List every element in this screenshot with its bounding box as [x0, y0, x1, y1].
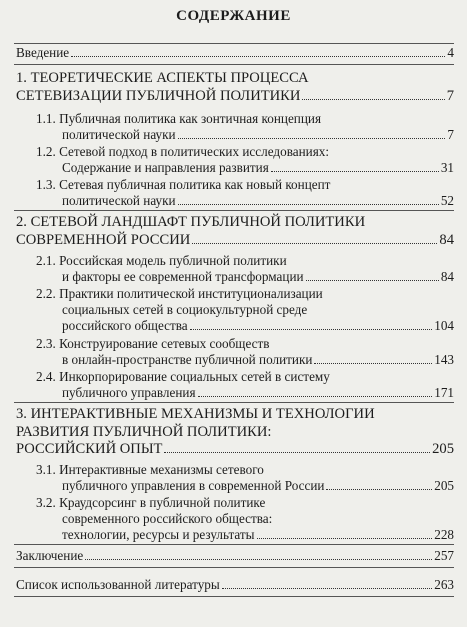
toc-entry-title: Введение	[16, 45, 70, 60]
toc-entry-page: 7	[447, 127, 454, 142]
toc-entry-title: публичного управления	[62, 385, 196, 400]
toc-entry	[16, 577, 454, 592]
dot-leader	[198, 396, 433, 397]
toc-entry-title: РАЗВИТИЯ ПУБЛИЧНОЙ ПОЛИТИКИ:	[16, 424, 272, 440]
divider	[14, 64, 454, 65]
toc-entry	[36, 336, 454, 351]
toc-entry	[16, 70, 454, 86]
toc-entry	[16, 214, 454, 230]
toc-entry	[36, 253, 454, 268]
toc-entry-continuation	[62, 302, 454, 317]
toc-entry-continuation	[62, 527, 454, 542]
toc-entry-continuation	[62, 478, 454, 493]
toc-entry-title: СОВРЕМЕННОЙ РОССИИ	[16, 232, 191, 248]
toc-entry-title: и факторы ее современной трансформации	[62, 269, 304, 284]
dot-leader	[192, 243, 437, 244]
toc-entry-continuation	[62, 127, 454, 142]
toc-entry-title: 2.4. Инкорпорирование социальных сетей в систему	[36, 369, 330, 384]
toc-entry-title: политической науки	[62, 127, 176, 142]
toc-entry-page: 52	[440, 193, 454, 208]
toc-entry-title: в онлайн-пространстве публичной политики	[62, 352, 313, 367]
toc-entry-title: 2.3. Конструирование сетевых сообществ	[36, 336, 270, 351]
toc-entry-title: 1.3. Сетевая публичная политика как новый концепт	[36, 177, 331, 192]
divider	[14, 210, 454, 211]
toc-entry-page: 84	[440, 269, 454, 284]
toc-entry	[36, 369, 454, 384]
dot-leader	[326, 489, 432, 490]
toc-entry	[16, 45, 454, 60]
divider	[14, 402, 454, 403]
toc-entry-title: 2. СЕТЕВОЙ ЛАНДШАФТ ПУБЛИЧНОЙ ПОЛИТИКИ	[16, 214, 366, 230]
toc-entry-continuation	[62, 160, 454, 175]
toc-entry-continuation	[16, 88, 454, 104]
toc-entry-continuation	[62, 318, 454, 333]
dot-leader	[164, 452, 430, 453]
toc-entry-continuation	[62, 511, 454, 526]
toc-entry-title: российского общества	[62, 318, 188, 333]
dot-leader	[271, 171, 439, 172]
toc-entry-page: 4	[447, 45, 454, 60]
toc-entry-title: 1.1. Публичная политика как зонтичная концепция	[36, 111, 322, 126]
toc-entry-title: Заключение	[16, 548, 84, 563]
divider	[14, 567, 454, 568]
toc-entry-page: 104	[434, 318, 454, 333]
toc-entry-continuation	[62, 352, 454, 367]
toc-entry-title: социальных сетей в социокультурной среде	[62, 302, 308, 317]
divider	[14, 544, 454, 545]
toc-entry-continuation	[16, 441, 454, 457]
toc-entry-title: Список использованной литературы	[16, 577, 220, 592]
toc-entry	[36, 111, 454, 126]
page-title: СОДЕРЖАНИЕ	[176, 8, 291, 24]
toc-entry-continuation	[62, 193, 454, 208]
toc-entry-page: 143	[434, 352, 454, 367]
toc-entry	[36, 286, 454, 301]
dot-leader	[71, 56, 445, 57]
dot-leader	[190, 329, 433, 330]
dot-leader	[85, 559, 432, 560]
toc-entry-title: 3. ИНТЕРАКТИВНЫЕ МЕХАНИЗМЫ И ТЕХНОЛОГИИ	[16, 406, 375, 422]
toc-entry-title: технологии, ресурсы и результаты	[62, 527, 255, 542]
toc-entry-title: 2.1. Российская модель публичной политики	[36, 253, 287, 268]
toc-entry-continuation	[62, 385, 454, 400]
dot-leader	[306, 280, 439, 281]
toc-entry	[36, 144, 454, 159]
dot-leader	[314, 363, 432, 364]
toc-entry-page: 263	[434, 577, 454, 592]
toc-entry	[36, 177, 454, 192]
toc-entry-title: 3.1. Интерактивные механизмы сетевого	[36, 462, 264, 477]
toc-entry-continuation	[16, 232, 454, 248]
dot-leader	[302, 99, 444, 100]
toc-entry-page: 7	[446, 88, 454, 104]
toc-entry	[36, 495, 454, 510]
toc-entry-page: 228	[434, 527, 454, 542]
toc-entry-page: 205	[434, 478, 454, 493]
dot-leader	[222, 588, 432, 589]
toc-entry-title: Содержание и направления развития	[62, 160, 269, 175]
toc-entry-title: политической науки	[62, 193, 176, 208]
dot-leader	[257, 538, 433, 539]
toc-entry-title: 2.2. Практики политической институционализации	[36, 286, 323, 301]
toc-entry-title: РОССИЙСКИЙ ОПЫТ	[16, 441, 163, 457]
toc-entry-title: 1.2. Сетевой подход в политических исследованиях:	[36, 144, 330, 159]
divider	[14, 596, 454, 597]
toc-entry-page: 205	[432, 441, 454, 457]
toc-entry	[36, 462, 454, 477]
toc-entry-continuation	[62, 269, 454, 284]
dot-leader	[178, 138, 446, 139]
toc-entry-title: 1. ТЕОРЕТИЧЕСКИЕ АСПЕКТЫ ПРОЦЕССА	[16, 70, 309, 86]
divider	[14, 43, 454, 44]
toc-entry-continuation	[16, 424, 454, 440]
toc-entry-page: 31	[440, 160, 454, 175]
toc-entry-title: современного российского общества:	[62, 511, 273, 526]
toc-entry-title: публичного управления в современной России	[62, 478, 325, 493]
toc-entry-page: 84	[439, 232, 454, 248]
toc-entry-title: СЕТЕВИЗАЦИИ ПУБЛИЧНОЙ ПОЛИТИКИ	[16, 88, 301, 104]
toc-entry	[16, 548, 454, 563]
toc-entry-page: 257	[434, 548, 454, 563]
toc-entry-page: 171	[434, 385, 454, 400]
dot-leader	[178, 204, 439, 205]
toc-entry-title: 3.2. Краудсорсинг в публичной политике	[36, 495, 266, 510]
toc-entry	[16, 406, 454, 422]
